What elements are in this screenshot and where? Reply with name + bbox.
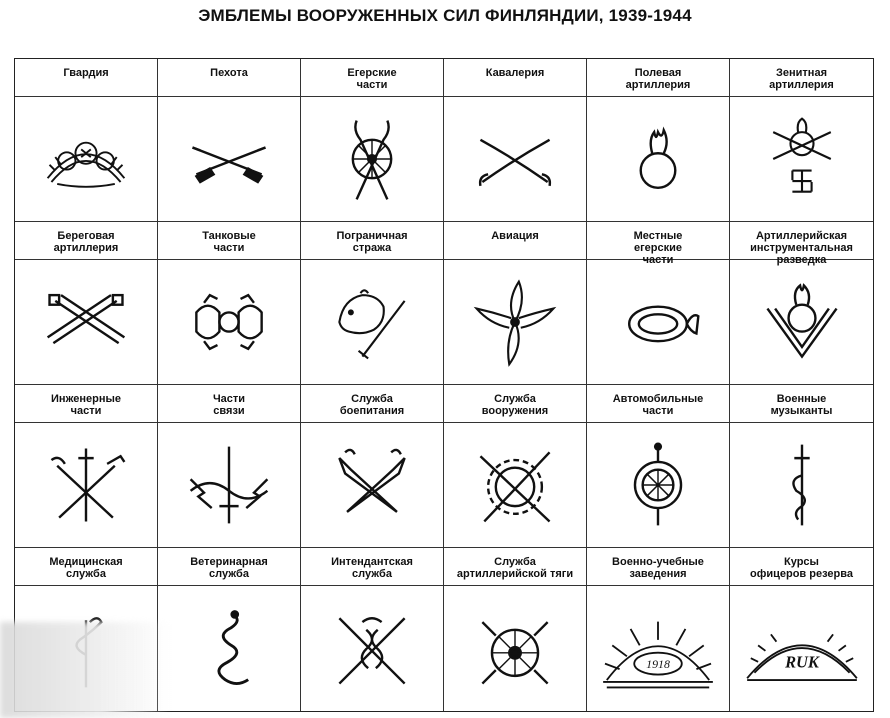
cell-jaeger: [301, 59, 444, 222]
cell-reserve-officer-courses: [730, 548, 873, 711]
rising-sun-icon: [594, 603, 722, 695]
cell-label: Автомобильные части: [587, 385, 729, 423]
cell-engineers: [15, 385, 158, 548]
cell-coastal-artillery: [15, 222, 158, 385]
guard-wreath-icon: [38, 111, 134, 207]
cell-label: Гвардия: [15, 59, 157, 97]
emblem-table: [14, 58, 874, 712]
cell-military-musicians: [730, 385, 873, 548]
cell-label: Егерские части: [301, 59, 443, 97]
cell-local-jaeger: [587, 222, 730, 385]
cell-aviation: [444, 222, 587, 385]
cell-label: Авиация: [444, 222, 586, 260]
cell-label: Береговая артиллерия: [15, 222, 157, 260]
axe-pick-sword-icon: [38, 437, 134, 533]
cell-artillery-traction: [444, 548, 587, 711]
cell-label: Танковые части: [158, 222, 300, 260]
cell-aa-artillery: [730, 59, 873, 222]
crossed-shells-icon: [324, 437, 420, 533]
cell-label: Артиллерийская инструментальная разведка: [730, 222, 873, 260]
cell-quartermaster-service: [301, 548, 444, 711]
cell-border-guard: [301, 222, 444, 385]
cell-cavalry: [444, 59, 587, 222]
cell-label: Служба вооружения: [444, 385, 586, 423]
cell-label: Полевая артиллерия: [587, 59, 729, 97]
cell-label: Пехота: [158, 59, 300, 97]
gear-rifles-icon: [467, 437, 563, 533]
winged-propeller-icon: [467, 274, 563, 370]
cell-motor-units: [587, 385, 730, 548]
cell-veterinary-service: [158, 548, 301, 711]
cell-signals: [158, 385, 301, 548]
crossed-rifles-icon: [181, 111, 277, 207]
sun-badge-text: 1918: [646, 656, 670, 671]
sword-lyre-icon: [754, 437, 850, 533]
grenade-icon: [610, 111, 706, 207]
cell-label: Пограничная стража: [301, 222, 443, 260]
cell-label: Кавалерия: [444, 59, 586, 97]
grenade-chevron-icon: [754, 274, 850, 370]
caduceus-crossed-icon: [324, 601, 420, 697]
cell-label: Служба артиллерийской тяги: [444, 548, 586, 586]
crossed-cannons-icon: [38, 274, 134, 370]
cell-label: Части связи: [158, 385, 300, 423]
tank-gauntlets-icon: [181, 274, 277, 370]
sword-lightning-icon: [181, 437, 277, 533]
bear-sword-icon: [324, 274, 420, 370]
wheel-cannons-icon: [467, 601, 563, 697]
cell-label: Зенитная артиллерия: [730, 59, 873, 97]
cell-military-schools: [587, 548, 730, 711]
cell-label: Ветеринарная служба: [158, 548, 300, 586]
cell-artillery-recon: [730, 222, 873, 385]
cell-label: Служба боепитания: [301, 385, 443, 423]
crossed-sabres-icon: [467, 111, 563, 207]
cell-armament-service: [444, 385, 587, 548]
rui-wreath-icon: [738, 603, 866, 695]
snake-icon: [181, 601, 277, 697]
blur-overlay: [0, 622, 170, 718]
cell-infantry: [158, 59, 301, 222]
cell-field-artillery: [587, 59, 730, 222]
rui-badge-text: RUK: [784, 651, 819, 671]
cell-ammunition-service: [301, 385, 444, 548]
cell-label: Медицинская служба: [15, 548, 157, 586]
cell-label: Военно-учебные заведения: [587, 548, 729, 586]
cell-guard: [15, 59, 158, 222]
cell-label: Военные музыканты: [730, 385, 873, 423]
cell-label: Инженерные части: [15, 385, 157, 423]
cell-tank-units: [158, 222, 301, 385]
bugle-horn-icon: [610, 274, 706, 370]
cell-label: Интендантская служба: [301, 548, 443, 586]
skis-wheel-icon: [324, 111, 420, 207]
page-title: ЭМБЛЕМЫ ВООРУЖЕННЫХ СИЛ ФИНЛЯНДИИ, 1939-1944: [198, 6, 692, 25]
cell-label: Курсы офицеров резерва: [730, 548, 873, 586]
cell-label: Местные егерские части: [587, 222, 729, 260]
winged-wheel-icon: [610, 437, 706, 533]
aa-grenade-swastika-icon: [754, 111, 850, 207]
